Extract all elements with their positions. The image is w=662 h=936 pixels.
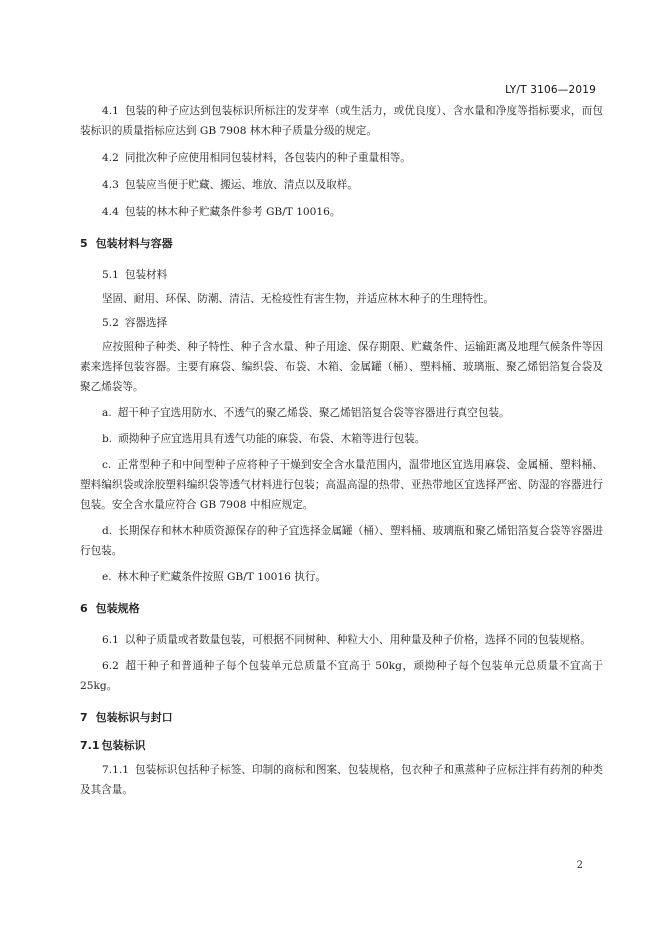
clause-4-3 [80, 175, 603, 195]
section-5-heading [80, 234, 603, 254]
section-title: 包装材料与容器 [95, 237, 173, 250]
list-marker: a. [102, 407, 112, 419]
subsection-title: 容器选择 [124, 317, 168, 329]
clause-text: 包装的林木种子贮藏条件参考 GB/T 10016。 [124, 206, 341, 218]
list-text: 正常型种子和中间型种子应将种子干燥到安全含水量范围内，温带地区宜选用麻袋、金属桶、塑料桶、塑料编织袋或涂胶塑料编织袋等透气材料进行包装；高温高湿的热带、亚热带地区宜选择严密、防湿的容器进行包装。安全含水量应符合 GB 7908 中相应规定。 [80, 459, 603, 511]
clause-6-2 [80, 656, 603, 696]
list-text: 长期保存和林木种质资源保存的种子宜选择金属罐（桶）、塑料桶、玻璃瓶和聚乙烯铝箔复合袋等容器进行包装。 [80, 525, 603, 557]
subsection-5-2-heading [80, 313, 603, 333]
list-item-a [80, 403, 603, 423]
subsection-7-1-heading [80, 736, 603, 756]
subsection-5-1-heading [80, 265, 603, 285]
clause-number: 4.1 [102, 105, 119, 117]
section-number: 7 [80, 711, 88, 724]
clause-text: 包装应当便于贮藏、搬运、堆放、清点以及取样。 [124, 179, 358, 191]
clause-4-1 [80, 101, 603, 141]
subsection-number: 5.1 [102, 269, 119, 281]
paragraph-5-2: 应按照种子种类、种子特性、种子含水量、种子用途、保存期限、贮藏条件、运输距离及地理气候条件等因素来选择包装容器。主要有麻袋、编织袋、布袋、木箱、金属罐（桶）、塑料桶、玻璃瓶、聚乙烯铝箔复合袋及聚乙烯袋等。 [80, 341, 603, 393]
clause-4-2 [80, 148, 603, 168]
clause-text: 同批次种子应使用相同包装材料，各包装内的种子重量相等。 [124, 152, 411, 164]
clause-text: 包装标识包括种子标签、印制的商标和图案、包装规格，包衣种子和熏蒸种子应标注拌有药剂的种类及其含量。 [80, 764, 603, 796]
section-7-heading [80, 708, 603, 728]
list-marker: c. [102, 459, 112, 471]
list-marker: e. [102, 571, 112, 583]
list-item-e [80, 567, 603, 587]
section-title: 包装规格 [95, 602, 140, 615]
clause-text: 以种子质量或者数量包装，可根据不同树种、种粒大小、用种量及种子价格，选择不同的包装规格。 [124, 634, 591, 646]
section-number: 5 [80, 237, 88, 250]
subsection-number: 5.2 [102, 317, 119, 329]
clause-4-4 [80, 202, 603, 222]
clause-number: 4.4 [102, 206, 119, 218]
subsection-title: 包装材料 [124, 269, 168, 281]
section-number: 6 [80, 602, 88, 615]
document-body [80, 101, 603, 800]
page-number: 2 [576, 860, 583, 871]
document-code: LY/T 3106—2019 [505, 84, 596, 96]
subsection-number: 7.1 [80, 739, 100, 752]
paragraph-5-1: 坚固、耐用、环保、防潮、清洁、无检疫性有害生物，并适应林木种子的生理特性。 [102, 293, 494, 305]
clause-number: 4.2 [102, 152, 119, 164]
clause-text: 包装的种子应达到包装标识所标注的发芽率（或生活力，或优良度）、含水量和净度等指标要求，而包装标识的质量指标应达到 GB 7908 林木种子质量分级的规定。 [80, 105, 603, 137]
clause-text: 超干种子和普通种子每个包装单元总质量不宜高于 50kg，顽拗种子每个包装单元总质量不宜高于 25kg。 [80, 660, 603, 692]
clause-7-1-1 [80, 760, 603, 800]
list-item-b [80, 429, 603, 449]
clause-number: 6.2 [102, 660, 119, 672]
clause-number: 7.1.1 [102, 764, 129, 776]
section-6-heading [80, 599, 603, 619]
list-text: 林木种子贮藏条件按照 GB/T 10016 执行。 [117, 571, 327, 583]
section-title: 包装标识与封口 [95, 711, 173, 724]
list-item-d [80, 521, 603, 561]
list-text: 顽拗种子应宜选用具有透气功能的麻袋、布袋、木箱等进行包装。 [118, 433, 426, 445]
list-text: 超干种子宜选用防水、不透气的聚乙烯袋、聚乙烯铝箔复合袋等容器进行真空包装。 [117, 407, 510, 419]
list-marker: b. [102, 433, 113, 445]
list-marker: d. [102, 525, 113, 537]
subsection-title: 包装标识 [101, 739, 146, 752]
clause-number: 6.1 [102, 634, 119, 646]
clause-number: 4.3 [102, 179, 119, 191]
list-item-c [80, 455, 603, 515]
clause-6-1 [80, 630, 603, 650]
